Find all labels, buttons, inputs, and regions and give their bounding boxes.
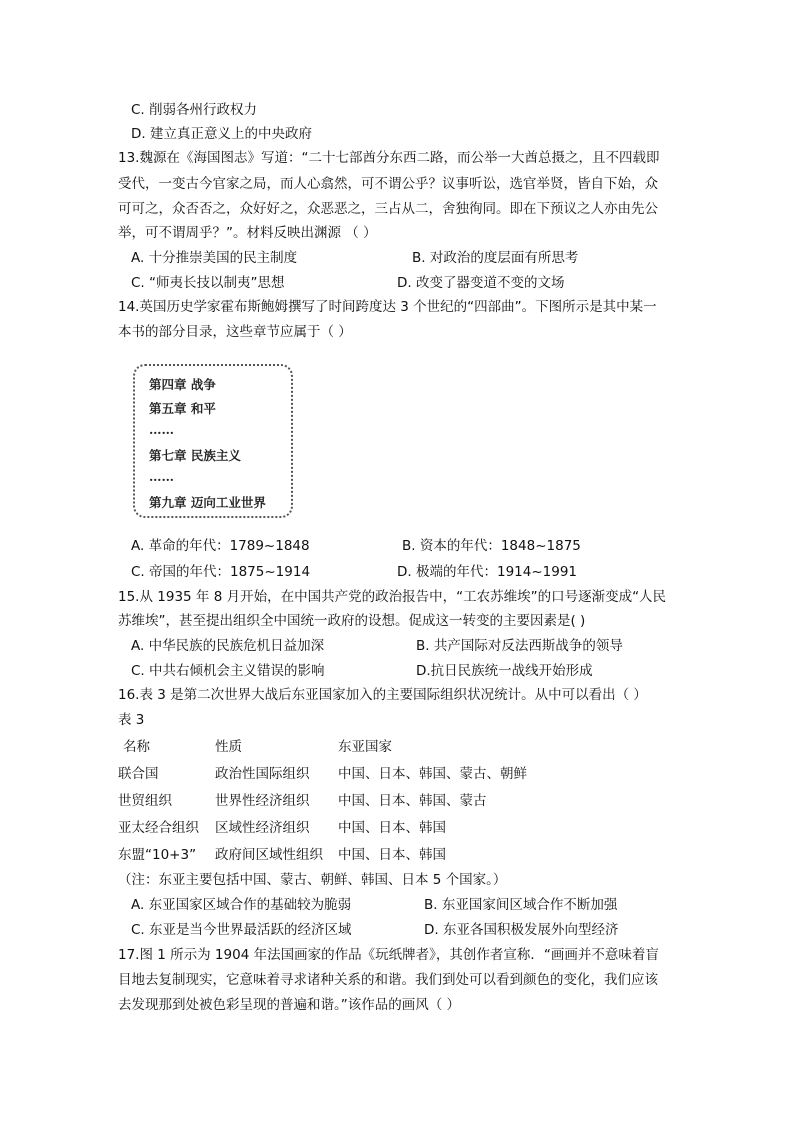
- toc-chapter-4: 第四章 战争: [149, 377, 216, 392]
- q12-option-d: D. 建立真正意义上的中央政府: [131, 126, 312, 142]
- table-row-3-countries: 中国、日本、韩国: [338, 820, 446, 836]
- q14-option-c: C. 帝国的年代：1875~1914: [131, 564, 311, 580]
- table-row-3-name: 亚太经合组织: [118, 820, 199, 836]
- q16-option-a: A. 东亚国家区域合作的基础较为脆弱: [131, 897, 352, 913]
- table-header-countries: 东亚国家: [338, 739, 392, 755]
- q13-stem-line-4: 举，可不谓周乎？”。材料反映出渊源 （ ）: [118, 225, 377, 241]
- q15-stem-line-1: 15.从 1935 年 8 月开始，在中国共产党的政治报告中，“工农苏维埃”的口号逐渐变成“人民: [118, 589, 667, 605]
- q14-stem-line-2: 本书的部分目录，这些章节应属于（ ）: [118, 324, 352, 340]
- table-row-2-name: 世贸组织: [118, 793, 172, 809]
- q12-option-c: C. 削弱各州行政权力: [131, 102, 258, 118]
- toc-ellipsis-2: ……: [149, 469, 174, 484]
- q13-stem-line-2: 受代，一变古今官家之局，而人心翕然，可不谓公乎？议事听讼，选官举贤，皆自下始，众: [118, 176, 658, 192]
- table-header-nature: 性质: [215, 739, 242, 755]
- table-header-name: 名称: [123, 739, 150, 755]
- toc-chapter-7: 第七章 民族主义: [149, 448, 241, 463]
- table-row-1-nature: 政治性国际组织: [215, 766, 310, 782]
- table-row-4-nature: 政府间区域性组织: [215, 847, 323, 863]
- toc-chapter-9: 第九章 迈向工业世界: [149, 495, 266, 510]
- q17-stem-line-3: 去发现那到处被色彩呈现的普遍和谐。”该作品的画风（ ）: [118, 997, 461, 1013]
- q16-table-note: （注：东亚主要包括中国、蒙古、朝鲜、韩国、日本 5 个国家。）: [118, 872, 507, 888]
- table-row-4-name: 东盟“10+3”: [118, 847, 197, 863]
- q16-option-b: B. 东亚国家间区域合作不断加强: [424, 897, 618, 913]
- toc-chapter-5: 第五章 和平: [149, 401, 216, 416]
- q13-option-d: D. 改变了器变道不变的文场: [397, 275, 565, 291]
- table-row-2-nature: 世界性经济组织: [215, 793, 310, 809]
- q14-table-of-contents-box: [133, 364, 293, 518]
- q16-stem-line-1: 16.表 3 是第二次世界大战后东亚国家加入的主要国际组织状况统计。从中可以看出（ ）: [118, 687, 647, 703]
- table-row-4-countries: 中国、日本、韩国: [338, 847, 446, 863]
- q14-stem-line-1: 14.英国历史学家霍布斯鲍姆撰写了时间跨度达 3 个世纪的“四部曲”。下图所示是其中某一: [118, 299, 657, 315]
- q14-option-b: B. 资本的年代：1848~1875: [402, 538, 581, 554]
- q16-table-caption: 表 3: [118, 712, 145, 728]
- q14-option-d: D. 极端的年代：1914~1991: [397, 564, 578, 580]
- table-row-3-nature: 区域性经济组织: [215, 820, 310, 836]
- q15-option-b: B. 共产国际对反法西斯战争的领导: [416, 638, 623, 654]
- q17-stem-line-2: 目地去复制现实，它意味着寻求诸种关系的和谐。我们到处可以看到颜色的变化，我们应该: [118, 972, 658, 988]
- q16-option-d: D. 东亚各国积极发展外向型经济: [424, 922, 619, 938]
- q13-stem-line-1: 13.魏源在《海国图志》写道：“二十七部酋分东西二路，而公举一大酋总摄之，且不四载即: [118, 150, 660, 166]
- q13-option-b: B. 对政治的度层面有所思考: [412, 250, 579, 266]
- table-row-1-countries: 中国、日本、韩国、蒙古、朝鲜: [338, 766, 527, 782]
- q14-option-a: A. 革命的年代：1789~1848: [131, 538, 310, 554]
- q13-option-a: A. 十分推崇美国的民主制度: [131, 250, 298, 266]
- table-row-2-countries: 中国、日本、韩国、蒙古: [338, 793, 487, 809]
- table-row-1-name: 联合国: [118, 766, 159, 782]
- toc-ellipsis-1: ……: [149, 422, 174, 437]
- q15-option-c: C. 中共右倾机会主义错误的影响: [131, 663, 325, 679]
- q13-option-c: C. “师夷长技以制夷”思想: [131, 275, 285, 291]
- q13-stem-line-3: 可可之，众否否之，众好好之，众恶恶之，三占从二，舍独徇同。即在下预议之人亦由先公: [118, 201, 658, 217]
- q15-option-a: A. 中华民族的民族危机日益加深: [131, 638, 325, 654]
- q16-option-c: C. 东亚是当今世界最活跃的经济区域: [131, 922, 352, 938]
- q15-option-d: D.抗日民族统一战线开始形成: [416, 663, 593, 679]
- q17-stem-line-1: 17.图 1 所示为 1904 年法国画家的作品《玩纸牌者》，其创作者宣称．“画画并不意味着盲: [118, 947, 659, 963]
- q15-stem-line-2: 苏维埃”，甚至提出组织全中国统一政府的设想。促成这一转变的主要因素是( ): [118, 613, 586, 629]
